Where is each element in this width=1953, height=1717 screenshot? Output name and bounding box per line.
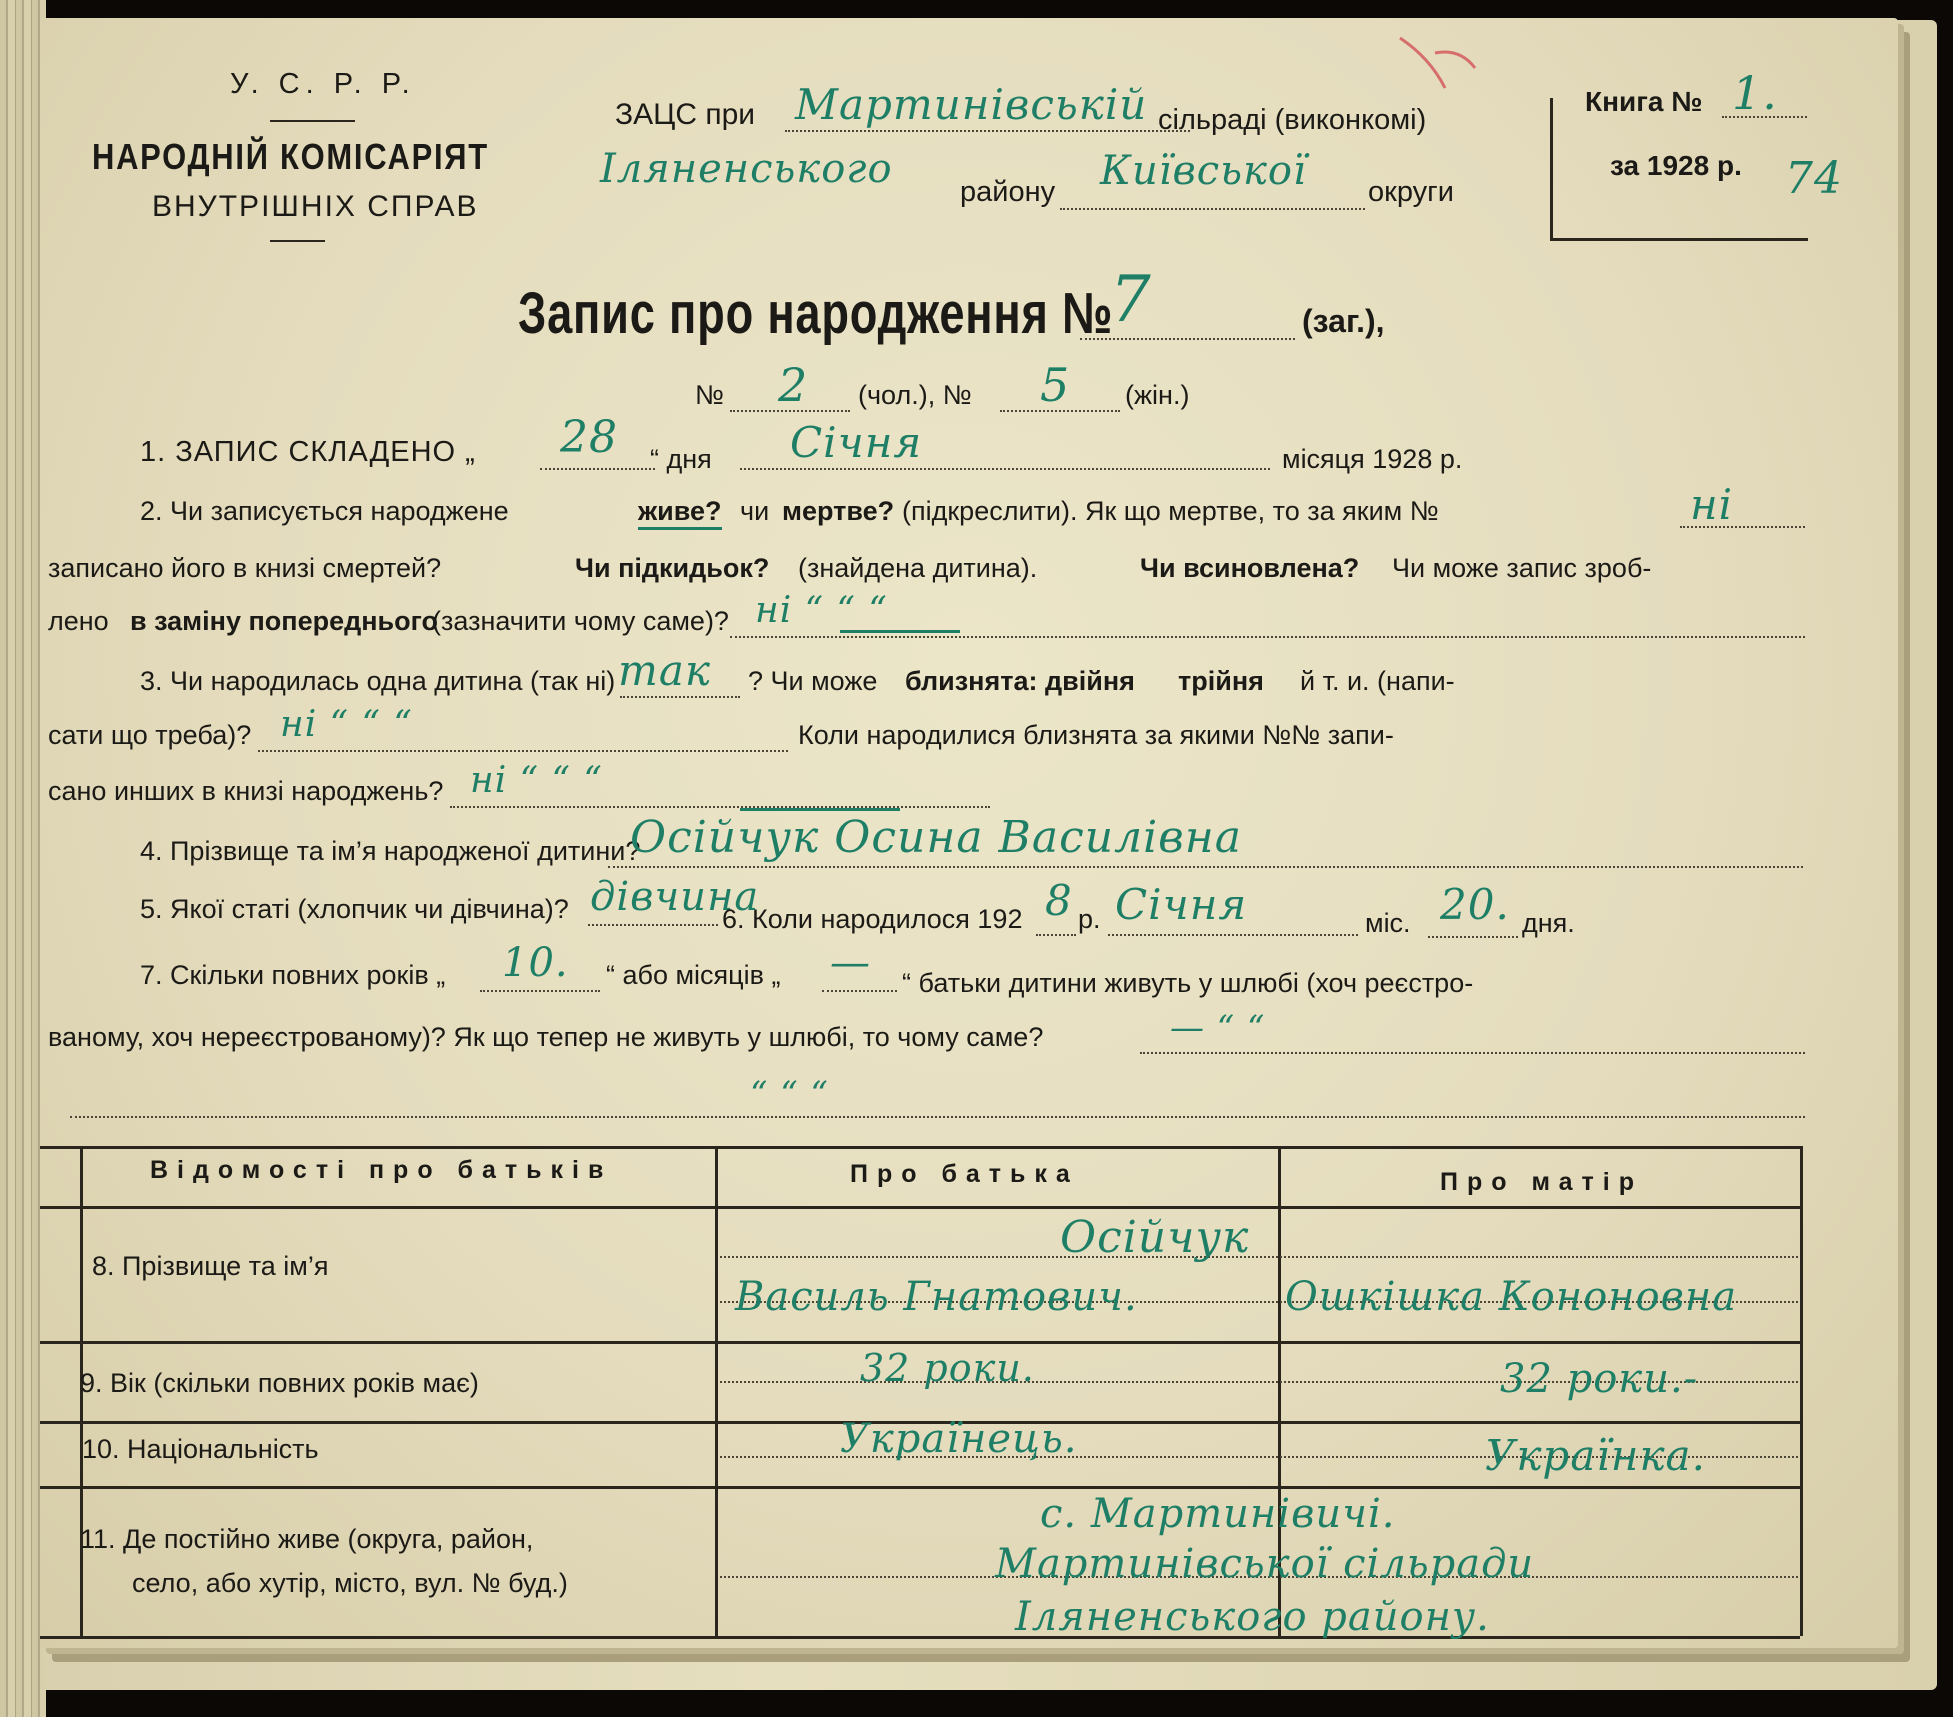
father-name-hand: Василь Гнатович. (735, 1274, 1138, 1320)
q1-label: 1. ЗАПИС СКЛАДЕНО „ (140, 436, 476, 468)
row-label-nationality: 10. Національність (82, 1434, 319, 1464)
q3-part3: й т. и. (напи- (1300, 666, 1455, 696)
record-number-hand: 7 (1110, 263, 1152, 337)
q3-answer-hand: так (618, 646, 711, 695)
q2-dead: мертве? (782, 496, 895, 526)
father-surname-hand: Осійчук (1060, 1212, 1250, 1263)
commissariat-line2: ВНУТРІШНІХ СПРАВ (152, 190, 479, 223)
q4-hand: Осійчук Осина Василівна (630, 812, 1242, 863)
q3-triple: трійня (1178, 666, 1264, 696)
q2-replace: в заміну попереднього (130, 606, 439, 636)
q2-part2: чи (740, 496, 770, 526)
q7-part1: 7. Скільки повних років „ (140, 960, 446, 990)
father-age-hand: 32 роки. (860, 1346, 1035, 1390)
q2-adopted: Чи всиновлена? (1140, 553, 1360, 583)
q2-line2-b: (знайдена дитина). (798, 553, 1038, 583)
q7-line3-hand: “ “ “ (750, 1074, 829, 1114)
q3-twins: близнята: (905, 666, 1038, 696)
male-label: (чол.), № (858, 380, 972, 410)
parents-table (80, 1146, 1840, 1646)
mother-age-hand: 32 роки.- (1500, 1356, 1699, 1402)
year-label: за 1928 р. (1610, 150, 1742, 181)
q2-line3-a: лено (48, 606, 109, 636)
female-number-hand: 5 (1040, 358, 1071, 412)
residence-hand-2: Мартинівської сільради (995, 1541, 1535, 1587)
village-council-label: сільраді (виконкомі) (1158, 104, 1427, 136)
row-label-name: 8. Прізвище та ім’я (92, 1251, 329, 1281)
q2-line3-hand: ні “ “ “ (755, 590, 888, 631)
q1-day-hand: 28 (560, 412, 618, 463)
col-info-header: Відомості про батьків (150, 1156, 613, 1184)
okrug-hand: Київської (1100, 148, 1307, 194)
book-number-hand: 1. (1732, 66, 1778, 120)
q2-line2-c: Чи може запис зроб- (1392, 553, 1652, 583)
q1-day-label: “ дня (650, 444, 712, 474)
q7-months-hand: — (830, 940, 871, 986)
q3-line2-b: Коли народилися близнята за якими №№ запи- (798, 720, 1394, 750)
father-nationality-hand: Українець. (840, 1416, 1078, 1462)
district-hand: Іляненського (600, 146, 893, 192)
q7-line2: ваному, хоч нереєстрованому)? Як що тепер не живуть у шлюбі, то чому саме? (48, 1022, 1044, 1052)
q2-part3: (підкреслити). Як що мертве, то за яким № (902, 496, 1439, 526)
col-mother-header: Про матір (1440, 1168, 1643, 1196)
header-divider-2 (270, 240, 325, 242)
q2-alive: живе? (638, 496, 722, 530)
q6-month-label: міс. (1365, 908, 1411, 938)
q7-years-hand: 10. (502, 940, 569, 986)
q2-foundling: Чи підкидьок? (575, 553, 770, 583)
male-prefix: № (695, 380, 724, 410)
mother-nationality-hand: Українка. (1485, 1431, 1706, 1480)
q1-month-hand: Січня (790, 418, 923, 467)
q2-line2-a: записано його в книзі смертей? (48, 553, 442, 583)
q2-line3-b: (зазначити чому саме)? (432, 606, 729, 636)
row-label-residence-2: село, або хутір, місто, вул. № буд.) (132, 1568, 568, 1598)
q2-part1: 2. Чи записується народжене (140, 496, 509, 526)
q2-answer-hand: ні (1690, 480, 1734, 529)
header-divider (270, 120, 355, 122)
page-number-hand: 74 (1785, 153, 1843, 204)
birth-record-sheet (40, 18, 1898, 1648)
q3-part1: 3. Чи народилась одна дитина (так ні) (140, 666, 616, 696)
q3-line2-hand: ні “ “ “ (280, 704, 413, 745)
row-label-residence-1: 11. Де постійно живе (округа, район, (80, 1524, 534, 1554)
residence-hand-1: с. Мартинівичі. (1040, 1491, 1396, 1537)
commissariat-line1: НАРОДНІЙ КОМІСАРІЯТ (92, 136, 489, 177)
q7-part3: “ батьки дитини живуть у шлюбі (хоч реєстро- (902, 968, 1474, 998)
q3-double: двійня (1045, 666, 1135, 696)
record-title: Запис про народження № (518, 281, 1114, 346)
q6-month-hand: Січня (1115, 880, 1248, 929)
male-number-hand: 2 (778, 358, 809, 412)
residence-hand-3: Іляненського району. (1015, 1594, 1490, 1640)
col-father-header: Про батька (850, 1160, 1079, 1188)
female-label: (жін.) (1125, 380, 1190, 410)
village-council-hand: Мартинівській (795, 80, 1148, 129)
q3-line2-a: сати що треба)? (48, 720, 252, 750)
record-suffix: (заг.), (1302, 303, 1385, 339)
q6-label: 6. Коли народилося 192 (722, 904, 1023, 934)
q6-day-label: дня. (1522, 908, 1575, 938)
q6-year-label: р. (1078, 904, 1101, 934)
q7-part2: “ або місяців „ (606, 960, 781, 990)
q3-line3-hand: ні “ “ “ (470, 760, 603, 801)
zags-prefix: ЗАЦС при (615, 98, 756, 131)
ussr-label: У. С. Р. Р. (230, 68, 416, 100)
district-label: району (960, 176, 1056, 208)
q4-label: 4. Прізвище та ім’я народженої дитини? (140, 836, 641, 866)
q7-line2-hand: — “ “ (1170, 1008, 1266, 1048)
mother-name-hand: Ошкішка Кононовна (1285, 1274, 1738, 1320)
red-check-mark (1390, 18, 1490, 98)
q5-label: 5. Якої статі (хлопчик чи дівчина)? (140, 894, 569, 924)
q3-part2: ? Чи може (748, 666, 878, 696)
book-label: Книга № (1585, 86, 1703, 117)
q1-month-label: місяця 1928 р. (1282, 444, 1463, 474)
q6-year-hand: 8 (1045, 876, 1073, 925)
row-label-age: 9. Вік (скільки повних років має) (80, 1368, 479, 1398)
q5-hand: дівчина (590, 874, 760, 920)
okrug-label: округи (1368, 176, 1454, 208)
q3-line3-a: сано инших в книзі народжень? (48, 776, 444, 806)
q6-day-hand: 20. (1440, 880, 1510, 929)
